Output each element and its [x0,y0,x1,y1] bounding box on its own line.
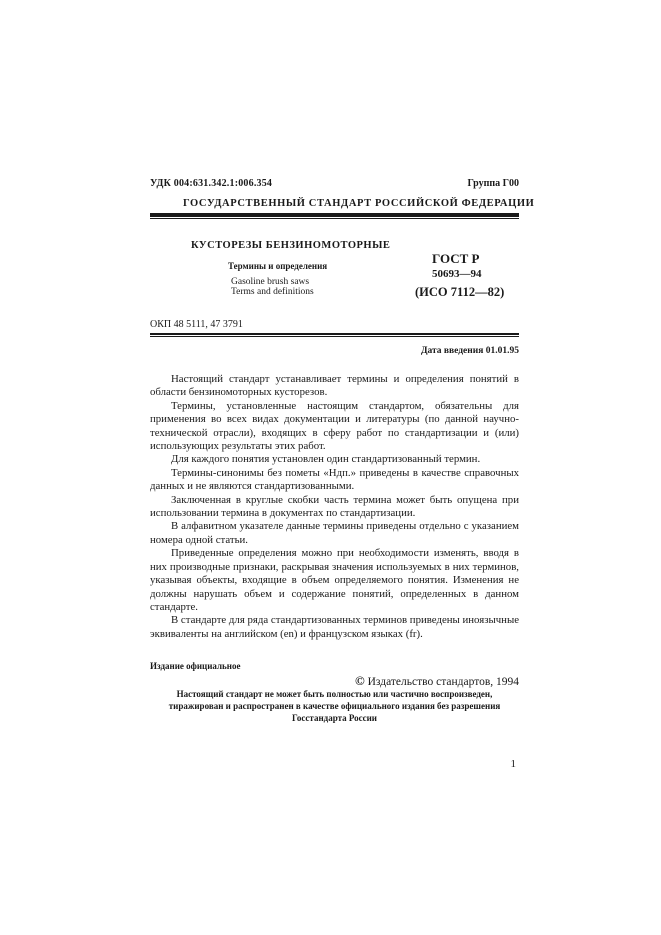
iso-number: (ИСО 7112—82) [415,285,505,299]
copyright-icon: © [355,673,365,688]
notice-line: тиражирован и распространен в качестве официального издания без разрешения [168,701,501,711]
copyright-text: Издательство стандартов, 1994 [367,676,519,688]
okp-code: ОКП 48 5111, 47 3791 [150,319,243,330]
reproduction-notice [150,688,519,724]
document-subtitle: Термины и определения [228,261,328,271]
paragraph: Приведенные определения можно при необходимости изменять, вводя в них производные признаки, раскрывая значения используемых в них терминов, указывая объекты, входящие в объем определяемого понятия. Изменения не должны нарушать объем и содержание понятий, определенных в данном стандарте. [150,547,519,613]
notice-line: Госстандарта России [292,713,377,723]
udk-code: УДК 004:631.342.1:006.354 [150,178,273,189]
official-edition-label: Издание официальное [150,661,241,671]
section-rule-thin [150,336,519,337]
english-subtitle: Terms and definitions [231,287,314,297]
group-code: Группа Г00 [467,178,519,189]
paragraph: Для каждого понятия установлен один стандартизованный термин. [171,453,481,466]
introduction-date: Дата введения 01.01.95 [420,346,519,356]
copyright-line [355,673,519,689]
section-rule-thick [150,333,519,335]
header-rule-thin [150,218,519,219]
page-number: 1 [510,758,516,770]
document-title: КУСТОРЕЗЫ БЕНЗИНОМОТОРНЫЕ [191,240,391,251]
state-standard-title: ГОСУДАРСТВЕННЫЙ СТАНДАРТ РОССИЙСКОЙ ФЕДЕРАЦИИ [183,198,535,209]
paragraph: Термины, установленные настоящим стандартом, обязательны для применения во всех видах документации и литературы (по данной научно-технической отрасли), входящих в сферу работ по стандартизации и (или) использующих результаты этих работ. [150,399,519,453]
gost-number: 50693—94 [432,268,482,280]
paragraph: Настоящий стандарт устанавливает термины и определения понятий в области бензиномоторных кусторезов. [150,373,519,399]
paragraph: В стандарте для ряда стандартизованных терминов приведены иноязычные эквиваленты на английском (en) и французском языках (fr). [150,614,519,640]
paragraph: Термины-синонимы без пометы «Ндп.» приведены в качестве справочных данных и не являются стандартизованными. [150,466,519,493]
notice-line: Настоящий стандарт не может быть полностью или частично воспроизведен, [176,689,493,699]
gost-label: ГОСТ Р [432,251,480,266]
header-rule-thick [150,213,519,217]
body-text [150,373,519,641]
paragraph: В алфавитном указателе данные термины приведены отдельно с указанием номера одной статьи. [150,520,519,546]
english-title: Gasoline brush saws [231,277,310,287]
paragraph: Заключенная в круглые скобки часть термина может быть опущена при использовании термина в документах по стандартизации. [150,493,519,520]
